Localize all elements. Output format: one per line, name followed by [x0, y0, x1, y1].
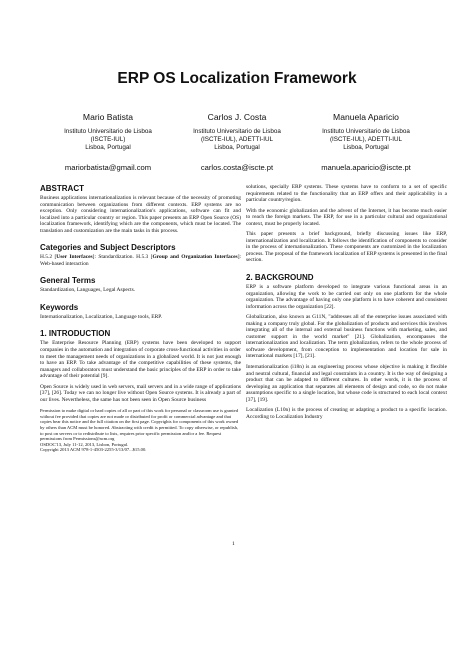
body-paragraph: With the economic globalization and the advent of the Internet, it has become much easier to reach the foreign markets. The ERP, for use in a particular cultural and organizational context, must be properly located.: [246, 207, 447, 227]
introduction-paragraph: Open Source is widely used in web servers, mail servers and in a wide range of applications [37], [26]. Today we can no longer live without Open Source systems. It is already a part of our lives. Nevertheless, the same has not been seen in Open Source business: [40, 383, 241, 403]
author-email: mariorbatista@gmail.com: [64, 162, 152, 172]
copyright-acm: Copyright 2013 ACM 978-1-4503-2255-3/13/07...$15.00.: [40, 447, 147, 453]
categories-part: H.5.2 [: [40, 254, 57, 261]
author-email: carlos.costa@iscte.pt: [200, 162, 274, 172]
general-terms-text: Standardization, Languages, Legal Aspects.: [40, 287, 136, 294]
author-block-3: [296, 112, 436, 172]
background-heading: 2. BACKGROUND: [246, 273, 314, 283]
author-name: Mario Batista: [82, 112, 134, 122]
introduction-paragraph: The Enterprise Resource Planning (ERP) systems have been developed to support companies in the automation and integration of corporate cross-functional activities in order to meet the management needs of organizations in a globalized world. It is not just enough to have an ERP. To take advantage of the competitive capabilities of these systems, the managers and collaborators must understand the basic principles of the ERP in order to take advantage of their potential [9].: [40, 340, 241, 380]
author-affiliation-line: Lisboa, Portugal: [85, 144, 131, 152]
author-affiliation-line: Instituto Universitario de Lisboa: [193, 128, 281, 135]
author-block-2: [167, 112, 307, 172]
keywords-text: Internationalization, Localization, Language tools, ERP.: [40, 313, 163, 320]
categories-text: [40, 254, 241, 267]
keywords-heading: Keywords: [40, 302, 79, 312]
general-terms-heading: General Terms: [40, 276, 96, 286]
abstract-heading: ABSTRACT: [40, 184, 84, 193]
author-affiliation-line: (ISCTE-IUL): [90, 136, 126, 144]
abstract-text: Business applications internationalization is relevant because of the necessity of promoting communication between organizations from different contexts. ERP systems are no exception. Only considering internationalization's applications, software can fit and localized into a particular country or region. This paper presents an ERP Open Source (OS) localization framework, identifying which are the components, which must be located. The translation and customization are the main tasks in this process.: [40, 195, 241, 234]
author-affiliation-line: Instituto Universitario de Lisboa: [322, 128, 410, 135]
page-number: 1: [232, 541, 235, 547]
author-affiliation-line: Lisboa, Portugal: [343, 144, 389, 152]
background-paragraph: Localization (L10n) is the process of creating or adapting a product to a specific location. According to Localization Industry: [246, 407, 447, 420]
author-affiliation-line: (ISCTE-IUL), ADETTI-IUL: [200, 136, 274, 144]
author-affiliation-line: (ISCTE-IUL), ADETTI-IUL: [329, 136, 403, 144]
author-affiliation-line: Instituto Universitario de Lisboa: [64, 128, 152, 135]
author-email: manuela.aparicio@iscte.pt: [321, 162, 411, 172]
body-paragraph: solutions, specially ERP systems. These systems have to conform to a set of specific requirements related to the functionality that an ERP offers and their applicability in a particular country/region.: [246, 184, 447, 204]
introduction-heading: 1. INTRODUCTION: [40, 329, 111, 339]
paper-title: ERP OS Localization Framework: [117, 70, 357, 87]
background-paragraph: ERP is a software platform developed to integrate various functional areas in an organization, allowing the work to be carried out only on one platform for the whole organization. The advantage of having only one platform is to have coherent and consistent information across the organization [22].: [246, 284, 447, 310]
author-block-1: [38, 112, 178, 172]
categories-part: ]: Web-based interaction: [40, 254, 242, 267]
categories-part-bold: User Interfaces: [56, 254, 93, 261]
background-paragraph: Internationalization (i18n) is an engineering process whose objective is making it flexible and neutral cultural, financial and legal constraints in a country. It is the way of designing a product that can be adapted to different cultures. In other words, it is the process of developing an application that separates all elements of design and code, so do not make assumptions specific to a single location, but whose code is structured to each local context [37], [19].: [246, 364, 447, 403]
categories-part: ]: Standardization. H.5.3 [: [92, 254, 153, 261]
right-column: [246, 184, 447, 424]
left-column: [40, 184, 241, 453]
categories-heading: Categories and Subject Descriptors: [40, 243, 176, 253]
copyright-notice: [40, 408, 241, 452]
author-name: Carlos J. Costa: [207, 112, 267, 122]
body-paragraph: This paper presents a brief background, briefly discussing issues like ERP, internationalization and localization. It follows the identification of components to consider in the process of internationalization. These components are customized in the localization process. The proposal of the framework localization of ERP systems is presented in the final section.: [246, 231, 447, 264]
author-affiliation-line: Lisboa, Portugal: [214, 144, 260, 152]
background-paragraph: Globalization, also known as G11N, "addresses all of the enterprise issues associated with making a company truly global. For the globalization of products and services this involves integrating all of the internal and external business functions with marketing, sales, and customer support in the world market" [21]. Globalization, encompasses the internationalization and localization. The term globalization, refers to the whole process of software development, from conception to implementation and location for sale in international markets [17], [21].: [246, 314, 447, 360]
copyright-conference: OSDOC'13, July 11-12, 2013, Lisbon, Portugal.: [40, 441, 129, 447]
author-name: Manuela Aparicio: [333, 112, 399, 122]
categories-part-bold: Group and Organization Interfaces: [152, 254, 238, 261]
copyright-permission: Permission to make digital or hard copies of all or part of this work for personal or classroom use is granted without fee provided that copies are not made or distributed for profit or commercial advantage and that copies bear this notice and the full citation on the first page. Copyrights for components of this work owned by others than ACM must be honored. Abstracting with credit is permitted. To copy otherwise, or republish, to post on servers or to redistribute to lists, requires prior specific permission and/or a fee. Request permissions from Permissions@acm.org: [40, 408, 239, 442]
